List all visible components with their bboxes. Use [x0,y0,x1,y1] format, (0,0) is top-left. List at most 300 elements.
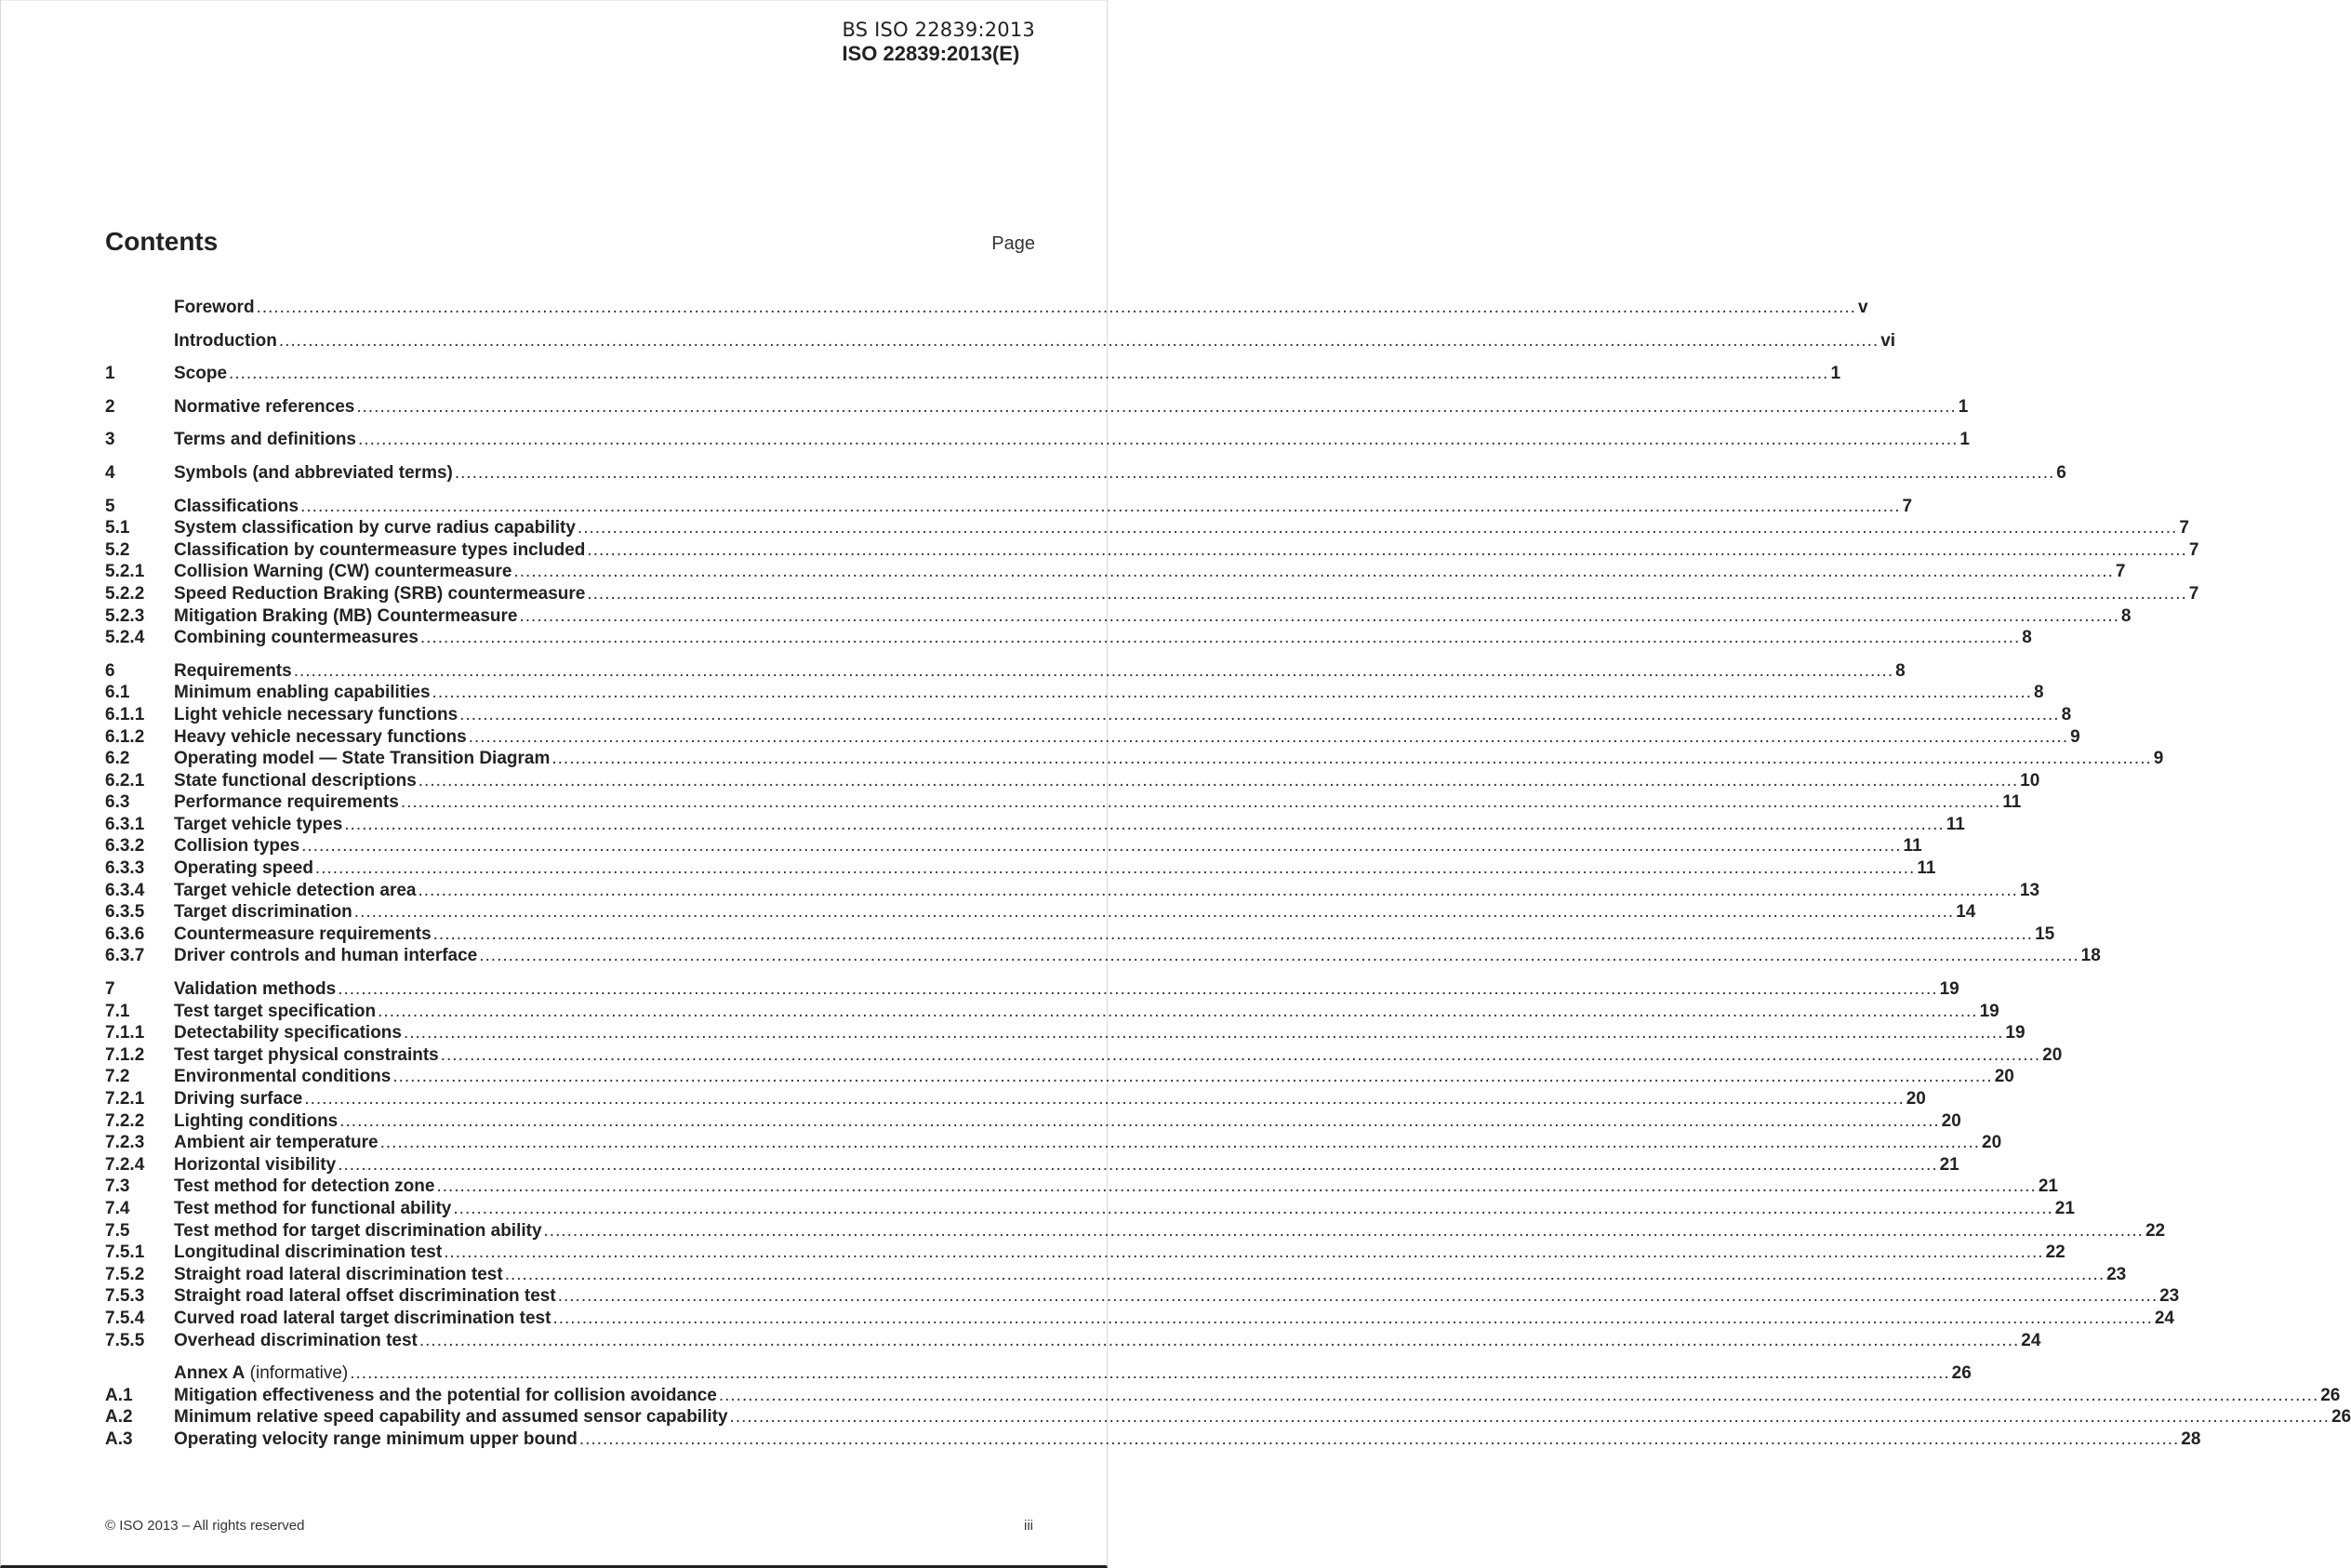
toc-entry-title: Annex A [174,1363,246,1384]
toc-dot-leader [551,749,2151,769]
toc-dot-leader [552,1309,2152,1329]
toc-entry-title: Symbols (and abbreviated terms) [174,462,453,483]
toc-entry-number: 5 [105,496,115,516]
toc-entry-title: Introduction [174,330,277,351]
toc-entry[interactable] [105,946,2101,968]
toc-dot-leader [356,397,1956,418]
toc-entry-title: Overhead discrimination test [174,1330,418,1350]
toc-entry-number: 7.2.3 [105,1133,145,1153]
toc-entry[interactable] [105,836,1922,858]
toc-entry[interactable] [105,858,1936,881]
toc-entry-title: Combining countermeasures [174,628,418,648]
toc-dot-leader [294,661,1893,682]
toc-dot-leader [444,1242,2043,1263]
toc-dot-leader [469,727,2068,748]
toc-dot-leader [578,518,2177,538]
toc-entry-number: 7.2.1 [105,1089,145,1109]
toc-dot-leader [344,815,1944,835]
toc-entry-title-wrap [174,1363,348,1384]
toc-entry-number: 3 [105,430,115,450]
toc-entry-page: v [1857,298,1868,317]
contents-title: Contents [105,227,219,256]
toc-entry[interactable] [105,1428,2201,1452]
toc-entry-page: 22 [2045,1242,2065,1263]
toc-entry[interactable] [105,749,2164,771]
toc-dot-leader [418,771,2018,791]
toc-entry-number: A.3 [105,1428,133,1449]
toc-entry-page: 8 [2033,683,2044,703]
toc-entry-number: 6.3.4 [105,880,145,900]
toc-dot-leader [719,1386,2318,1406]
toc-entry-title-wrap [174,1331,418,1351]
iso-standard-number: ISO 22839:2013(E) [842,42,1020,65]
toc-group [105,660,2164,968]
toc-dot-leader [519,606,2119,627]
toc-entry-title-wrap [174,836,299,857]
toc-entry[interactable] [105,683,2044,705]
toc-entry-title: Horizontal visibility [174,1154,337,1175]
toc-entry-number: 7.1.1 [105,1023,145,1043]
toc-entry-title: Scope [174,364,228,384]
toc-dot-leader [455,463,2054,484]
toc-entry-title-wrap [174,705,458,725]
toc-entry-page: vi [1880,330,1896,351]
toc-entry-number: 7 [105,979,115,1000]
toc-entry[interactable] [105,1089,1926,1111]
toc-group [105,298,1868,320]
toc-entry-number: A.1 [105,1385,133,1405]
toc-entry-number: 7.3 [105,1176,130,1197]
toc-entry[interactable] [105,605,2132,629]
toc-entry-title: Lighting conditions [174,1110,339,1131]
toc-entry-title-wrap [174,858,313,879]
toc-entry-page: 19 [2005,1023,2026,1043]
toc-entry-number: 6 [105,660,115,681]
toc-entry-title-wrap [174,1286,556,1307]
toc-dot-leader [419,1331,2019,1351]
toc-entry-page: 8 [2120,605,2132,626]
toc-dot-leader [579,1429,2179,1450]
toc-entry-page: 20 [2042,1044,2063,1065]
toc-entry-title-wrap [174,792,399,813]
toc-entry[interactable] [105,770,2040,793]
toc-dot-leader [304,1089,1904,1110]
toc-entry-title-wrap [174,1309,551,1329]
toc-entry[interactable] [105,726,2080,750]
toc-dot-leader [378,1002,1977,1022]
toc-entry[interactable] [105,496,1913,519]
toc-entry-title-wrap [174,298,255,318]
toc-entry-page: 7 [2188,583,2199,604]
toc-entry-title: Light vehicle necessary functions [174,704,458,724]
toc-entry-title-wrap [174,881,416,901]
toc-entry-title-wrap [174,540,585,561]
toc-entry-number: 7.2.4 [105,1154,145,1175]
toc-entry[interactable] [105,1001,1999,1024]
toc-dot-leader [420,628,2020,648]
toc-entry-title-wrap [174,727,467,748]
toc-entry-title: Requirements [174,660,292,681]
toc-dot-leader [338,979,1937,1000]
toc-entry-page: 14 [1956,902,1976,923]
toc-entry[interactable] [105,1286,2180,1309]
toc-entry[interactable] [105,924,2055,947]
toc-entry-title: Test target physical constraints [174,1044,439,1065]
toc-entry-title: Countermeasure requirements [174,924,432,944]
toc-entry-title: Target vehicle types [174,814,343,834]
toc-entry-title: Performance requirements [174,792,399,813]
toc-entry[interactable] [105,1176,2058,1199]
toc-entry[interactable] [105,1264,2127,1287]
toc-entry-title: Classifications [174,496,299,516]
toc-entry-number: 7.5 [105,1220,130,1241]
toc-entry[interactable] [105,1110,1961,1134]
toc-entry-title: Target discrimination [174,902,352,923]
toc-dot-leader [433,924,2033,945]
toc-entry-title-wrap [174,1045,439,1066]
toc-dot-leader [279,331,1879,352]
footer-page-number: iii [1024,1518,1033,1534]
toc-entry[interactable] [105,1023,2026,1045]
toc-entry-title: Foreword [174,298,255,317]
toc-entry[interactable] [105,539,2199,563]
toc-entry-title: Driving surface [174,1089,303,1109]
toc-entry-number: 7.5.2 [105,1264,145,1284]
toc-dot-leader [339,1111,1939,1132]
toc-entry-page: 23 [2106,1264,2127,1284]
toc-entry-page: 20 [1941,1110,1961,1131]
toc-dot-leader [229,364,1828,384]
table-of-contents [105,298,2351,1463]
toc-entry-title-wrap [174,924,432,945]
toc-entry-title-wrap [174,331,277,352]
toc-entry-title: Straight road lateral offset discrimination test [174,1286,556,1307]
toc-dot-leader [350,1363,1949,1384]
toc-entry-number: 5.2.3 [105,605,145,626]
toc-entry[interactable] [105,979,1959,1002]
toc-group [105,462,2066,485]
toc-entry-page: 26 [2331,1407,2351,1428]
toc-entry-title-wrap [174,1089,302,1110]
toc-entry-page: 7 [2179,518,2189,538]
toc-entry-title-wrap [174,497,299,517]
toc-entry-title-wrap [174,661,292,682]
toc-entry-page: 8 [1895,660,1906,681]
toc-entry-title: Validation methods [174,979,337,1000]
toc-entry-title: Collision types [174,836,300,857]
toc-entry-number: 5.2.2 [105,583,145,604]
toc-entry[interactable] [105,1067,2014,1089]
toc-entry-title-wrap [174,1221,542,1242]
toc-entry-title-wrap [174,1386,717,1406]
toc-group [105,330,1896,353]
toc-entry-title-wrap [174,946,477,966]
toc-entry-number: 6.3.6 [105,924,145,944]
toc-entry[interactable] [105,364,1841,386]
toc-entry-title-wrap [174,683,431,703]
toc-entry[interactable] [105,1330,2041,1353]
toc-entry[interactable] [105,1154,1959,1177]
toc-entry-number: 7.5.5 [105,1330,145,1350]
toc-entry-page: 15 [2035,924,2055,944]
toc-entry[interactable] [105,562,2126,584]
toc-dot-leader [257,298,1856,318]
toc-entry-title: Environmental conditions [174,1067,392,1087]
toc-entry-number: 2 [105,396,115,417]
toc-entry-number: 6.3.2 [105,836,145,857]
toc-entry-title-wrap [174,1265,503,1285]
toc-entry-number: 7.2.2 [105,1110,145,1131]
toc-entry[interactable] [105,1363,1972,1386]
document-header [843,19,1036,66]
toc-entry-page: 20 [1994,1067,2014,1087]
toc-entry-number: 7.5.3 [105,1286,145,1307]
toc-group [105,979,2180,1352]
toc-entry-title-wrap [174,1242,442,1263]
toc-dot-leader [404,1023,2003,1043]
toc-entry-title: Test target specification [174,1001,377,1021]
toc-entry-title-wrap [174,430,356,450]
toc-entry-page: 7 [1902,496,1913,516]
toc-entry[interactable] [105,1198,2075,1221]
toc-entry-qualifier: (informative) [245,1363,349,1384]
toc-entry-title-wrap [174,1067,391,1087]
toc-entry-title-wrap [174,397,354,418]
toc-dot-leader [544,1221,2144,1242]
toc-dot-leader [380,1133,1980,1153]
toc-group [105,1363,2351,1451]
toc-entry-title-wrap [174,463,453,484]
toc-entry-page: 11 [1917,858,1936,879]
toc-entry-page: 19 [1979,1001,1999,1021]
toc-entry-number: 7.4 [105,1198,130,1218]
toc-dot-leader [315,858,1915,879]
toc-entry[interactable] [105,518,2189,540]
toc-entry-page: 23 [2159,1286,2180,1307]
toc-entry[interactable] [105,1407,2351,1429]
toc-entry-title-wrap [174,1133,379,1153]
toc-group [105,396,1969,419]
toc-entry-page: 24 [2021,1330,2041,1350]
toc-entry-page: 6 [2056,462,2066,483]
toc-entry[interactable] [105,330,1896,353]
toc-entry-number: 6.3.7 [105,946,145,966]
toc-dot-leader [418,881,2017,901]
toc-entry-page: 1 [1958,396,1969,417]
bs-standard-number: BS ISO 22839:2013 [842,19,1035,41]
toc-entry-page: 8 [2022,628,2032,648]
toc-dot-leader [441,1045,2040,1066]
toc-entry-page: 24 [2154,1308,2174,1328]
toc-entry-title: Terms and definitions [174,430,357,450]
toc-entry-page: 1 [1959,430,1970,450]
toc-entry-title: Normative references [174,396,355,417]
toc-entry-number: 7.2 [105,1067,130,1087]
toc-dot-leader [301,836,1901,857]
toc-dot-leader [558,1286,2158,1307]
toc-entry-title: Test method for functional ability [174,1198,452,1218]
toc-entry-title: State functional descriptions [174,770,417,791]
toc-dot-leader [730,1407,2330,1428]
toc-entry-title: Speed Reduction Braking (SRB) countermeasure [174,583,586,604]
toc-entry-number: 6.3.3 [105,858,145,879]
toc-entry-title-wrap [174,1429,578,1450]
toc-dot-leader [587,584,2186,605]
toc-dot-leader [358,430,1958,450]
toc-entry-page: 26 [2320,1385,2341,1405]
toc-entry-page: 8 [2061,704,2072,724]
toc-entry[interactable] [105,1220,2166,1243]
toc-entry-page: 11 [1946,814,1965,834]
toc-entry-number: 6.3.5 [105,902,145,923]
toc-entry-title: Curved road lateral target discrimination test [174,1308,551,1328]
toc-dot-leader [453,1199,2052,1219]
toc-entry-page: 21 [2054,1198,2075,1218]
toc-entry-page: 1 [1830,364,1841,384]
toc-entry-title: Driver controls and human interface [174,946,478,966]
toc-entry-number: 7.5.1 [105,1242,145,1263]
toc-entry-title-wrap [174,1199,451,1219]
toc-entry-title-wrap [174,979,336,1000]
toc-dot-leader [338,1155,1937,1176]
toc-entry[interactable] [105,1308,2174,1331]
toc-entry-title-wrap [174,815,342,835]
toc-entry-page: 20 [1906,1089,1926,1109]
toc-entry-page: 7 [2188,539,2199,560]
toc-entry-number: 1 [105,364,115,384]
toc-entry-title: Operating model — State Transition Diagram [174,749,551,769]
toc-dot-leader [436,1176,2036,1197]
toc-dot-leader [432,683,2032,703]
toc-entry[interactable] [105,298,1868,320]
toc-entry-title-wrap [174,518,576,538]
toc-entry-title: Minimum relative speed capability and assumed sensor capability [174,1407,728,1428]
toc-entry-title: Detectability specifications [174,1023,402,1043]
toc-entry[interactable] [105,792,2022,815]
toc-entry-number: 5.2.4 [105,628,145,648]
toc-entry-page: 7 [2115,562,2126,582]
toc-entry-number: 5.2 [105,539,130,560]
toc-entry-number: 6.2 [105,749,130,769]
toc-entry-title: Minimum enabling capabilities [174,683,431,703]
toc-entry-title-wrap [174,1176,434,1197]
toc-entry-title: Mitigation Braking (MB) Countermeasure [174,605,518,626]
toc-entry-number: 6.1.1 [105,704,145,724]
toc-entry-title-wrap [174,1023,402,1043]
toc-dot-leader [459,705,2059,725]
toc-dot-leader [505,1265,2105,1285]
toc-entry-title: Longitudinal discrimination test [174,1242,443,1263]
toc-entry-title-wrap [174,606,517,627]
toc-dot-leader [392,1067,1992,1087]
toc-entry-page: 10 [2020,770,2040,791]
toc-entry-number: 6.1 [105,683,130,703]
toc-dot-leader [587,540,2186,561]
toc-entry-number: 5.2.1 [105,562,145,582]
toc-entry[interactable] [105,396,1969,419]
toc-entry[interactable] [105,430,1970,452]
toc-entry[interactable] [105,660,1906,684]
toc-entry-title-wrap [174,1002,376,1022]
toc-entry-page: 9 [2153,749,2164,769]
toc-entry[interactable] [105,1133,2002,1155]
toc-entry-number: 7.1 [105,1001,130,1021]
toc-entry-page: 20 [1982,1133,2002,1153]
toc-entry[interactable] [105,814,1965,837]
toc-entry-title-wrap [174,628,418,648]
toc-entry-title-wrap [174,584,585,605]
toc-entry[interactable] [105,1044,2063,1068]
toc-entry-number: 7.5.4 [105,1308,145,1328]
toc-entry[interactable] [105,462,2066,485]
toc-entry-title: Classification by countermeasure types included [174,539,586,560]
footer-copyright: © ISO 2013 – All rights reserved [105,1518,305,1534]
toc-entry-page: 28 [2181,1428,2201,1449]
toc-entry-title: System classification by curve radius capability [174,518,576,538]
toc-entry-page: 19 [1939,979,1959,1000]
toc-entry-number: A.2 [105,1407,133,1428]
toc-entry[interactable] [105,704,2072,727]
page-column-label: Page [991,233,1035,254]
toc-dot-leader [354,902,1954,923]
toc-entry-title-wrap [174,1111,338,1132]
toc-entry[interactable] [105,628,2032,650]
toc-entry-number: 6.2.1 [105,770,145,791]
toc-entry-number: 7.1.2 [105,1044,145,1065]
toc-entry-title-wrap [174,562,512,582]
toc-entry-title-wrap [174,364,227,384]
toc-dot-leader [514,562,2114,582]
toc-entry-title-wrap [174,902,352,923]
toc-entry-page: 11 [1903,836,1922,857]
toc-entry-title-wrap [174,1407,728,1428]
toc-group [105,364,1841,386]
toc-entry-number: 6.1.2 [105,726,145,747]
toc-entry-title-wrap [174,1155,336,1176]
toc-entry-title: Operating speed [174,858,313,879]
toc-entry-title: Collision Warning (CW) countermeasure [174,562,512,582]
toc-entry-page: 11 [2002,792,2022,813]
toc-entry-number: 5.1 [105,518,130,538]
toc-entry-title-wrap [174,771,417,791]
toc-entry-page: 18 [2080,946,2101,966]
toc-entry[interactable] [105,902,1976,924]
toc-entry[interactable] [105,1385,2341,1408]
toc-entry-title: Mitigation effectiveness and the potential for collision avoidance [174,1385,717,1405]
toc-entry-title: Operating velocity range minimum upper bound [174,1428,578,1449]
toc-entry-page: 13 [2019,880,2040,900]
toc-entry-page: 21 [1939,1154,1959,1175]
toc-entry[interactable] [105,583,2199,606]
toc-entry-title: Ambient air temperature [174,1133,379,1153]
toc-dot-leader [401,792,2000,813]
toc-group [105,496,2199,650]
toc-entry[interactable] [105,1242,2065,1265]
toc-entry-title: Straight road lateral discrimination test [174,1264,503,1284]
toc-entry[interactable] [105,880,2040,903]
toc-entry-page: 21 [2038,1176,2058,1197]
toc-entry-page: 9 [2070,726,2080,747]
toc-entry-page: 26 [1951,1363,1972,1384]
toc-entry-number: 4 [105,462,115,483]
toc-entry-page: 22 [2145,1220,2166,1241]
toc-entry-title: Heavy vehicle necessary functions [174,726,467,747]
toc-entry-number: 6.3 [105,792,130,813]
toc-dot-leader [479,946,2079,966]
toc-group [105,430,1970,452]
toc-entry-title: Test method for target discrimination ability [174,1220,542,1241]
toc-dot-leader [300,497,1900,517]
